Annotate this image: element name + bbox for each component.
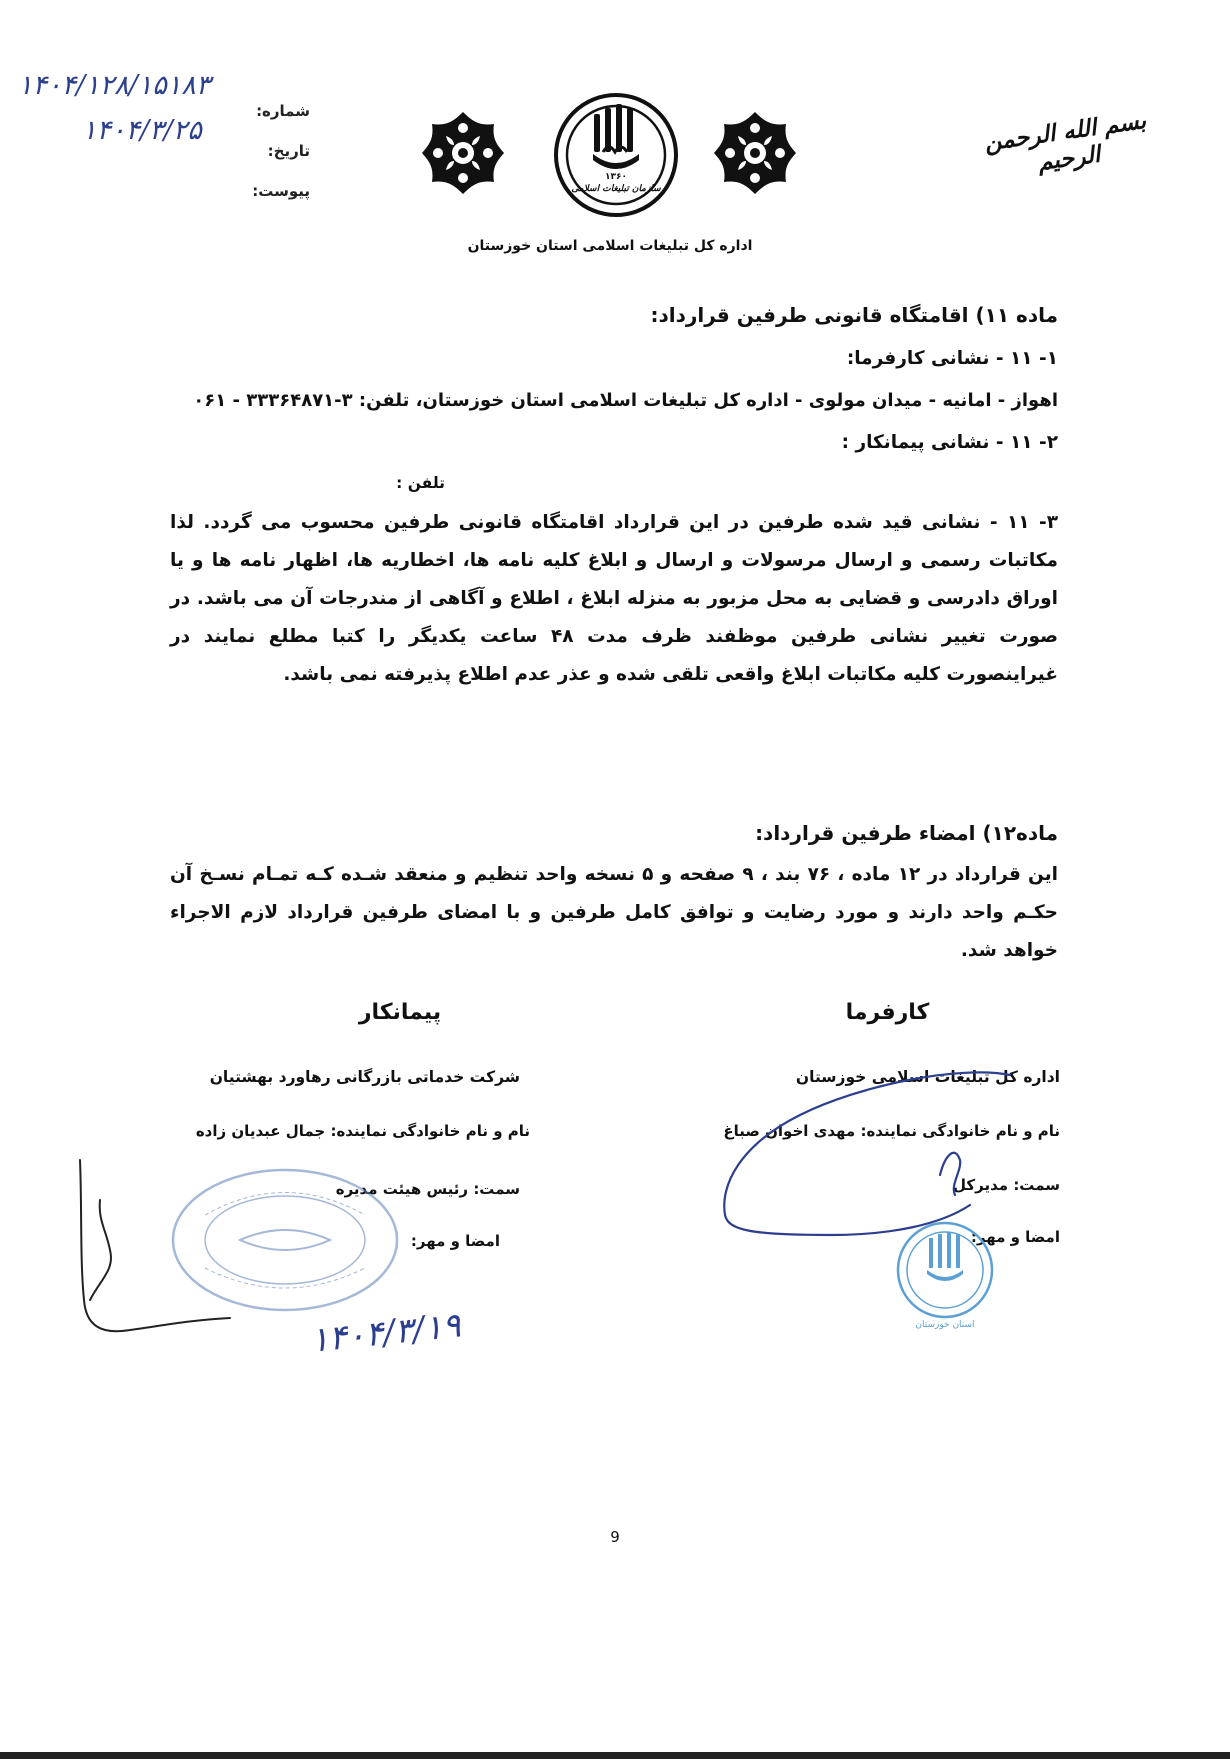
number-label: شماره:: [256, 102, 310, 120]
employer-org: اداره کل تبلیغات اسلامی خوزستان: [795, 1068, 1060, 1086]
contractor-address-title: ۲- ۱۱ - نشانی پیمانکار :: [841, 432, 1058, 453]
contractor-org: شرکت خدماتی بازرگانی رهاورد بهشتیان: [209, 1068, 520, 1086]
contractor-sign-label: امضا و مهر:: [410, 1232, 500, 1250]
contractor-rep-name: جمال عبدیان زاده: [195, 1122, 326, 1140]
contractor-heading: پیمانکار: [358, 1000, 442, 1025]
logo-org-name: سازمان تبلیغات اسلامی: [571, 184, 661, 194]
employer-sign-label: امضا و مهر:: [970, 1228, 1060, 1246]
employer-signature-icon: [710, 1045, 1040, 1255]
contractor-position-value: رئیس هیئت مدیره: [335, 1180, 469, 1198]
employer-stamp-text: استان خوزستان: [915, 1320, 975, 1330]
article-12-title: ماده۱۲) امضاء طرفین قرارداد:: [755, 821, 1058, 845]
date-label: تاریخ:: [267, 142, 310, 160]
contractor-rep-label: نام و نام خانوادگی نماینده:: [330, 1122, 530, 1140]
attachment-label: پیوست:: [252, 182, 310, 200]
phone-label: تلفن :: [396, 474, 445, 492]
office-caption: اداره کل تبلیغات اسلامی استان خوزستان: [467, 238, 753, 254]
article-11-clause-3: ۳- ۱۱ - نشانی قید شده طرفین در این قرارداد اقامتگاه قانونی طرفین محسوب می گردد. لذا مکاتبات رسمی و ارسال مرسولات و ارسال و ابلاغ کلیه نامه ها، اخطاریه ها، اظهار نامه ها و یا اوراق دادرسی و قضایی به محل مزبور به منزله ابلاغ ، اطلاع و آگاهی از مندرجات آن می باشد. در صورت تغییر نشانی طرفین موظفند ظرف مدت ۴۸ ساعت یکدیگر را کتبا مطلع نمایند در غیراینصورت کلیه مکاتبات ابلاغ واقعی تلقی شده و عذر عدم اطلاع پذیرفته نمی باشد.: [170, 512, 1059, 685]
contractor-signature-icon: [70, 1150, 240, 1350]
employer-rep-label: نام و نام خانوادگی نماینده:: [860, 1122, 1060, 1140]
employer-address-title: ۱- ۱۱ - نشانی کارفرما:: [846, 348, 1058, 369]
employer-position-label: سمت:: [1013, 1176, 1060, 1194]
employer-address: اهواز - امانیه - میدان مولوی - اداره کل تبلیغات اسلامی استان خوزستان، تلفن: ۳-۳۳۳۶۴۸۷۱ - ۰۶۱: [193, 390, 1058, 411]
article-12-text: این قرارداد در ۱۲ ماده ، ۷۶ بند ، ۹ صفحه و ۵ نسخه واحد تنظیم و منعقد شـده کـه تمـام نسـخ آن حکـم واحد دارند و مورد رضایت و توافق کامل طرفین و با امضای طرفین قرارداد لازم الاجراء خواهد شد.: [170, 864, 1058, 961]
employer-position-value: مدیرکل: [953, 1176, 1009, 1194]
organization-logo-icon: [553, 92, 679, 218]
contractor-position-label: سمت:: [473, 1180, 520, 1198]
handwritten-letter-number: ۱۴۰۴/۱۲۸/۱۵۱۸۳: [18, 70, 211, 101]
scan-bottom-edge: [0, 1752, 1230, 1759]
bismillah-calligraphy: بسم الله الرحمن الرحیم: [982, 106, 1148, 177]
employer-heading: کارفرما: [845, 1000, 930, 1025]
logo-year: ۱۳۶۰: [605, 172, 627, 182]
right-ornament-icon: [710, 108, 800, 198]
contractor-handwritten-date: ۱۴۰۴/۳/۱۹: [308, 1305, 463, 1361]
employer-rep-name: مهدی اخوان صباغ: [723, 1122, 856, 1140]
organization-logo: [553, 92, 679, 218]
page-number: 9: [610, 1528, 620, 1546]
contractor-representative: [180, 1122, 530, 1140]
article-11-title: ماده ۱۱) اقامتگاه قانونی طرفین قرارداد:: [650, 303, 1058, 327]
handwritten-letter-date: ۱۴۰۴/۳/۲۵: [82, 115, 202, 146]
left-ornament-icon: [418, 108, 508, 198]
